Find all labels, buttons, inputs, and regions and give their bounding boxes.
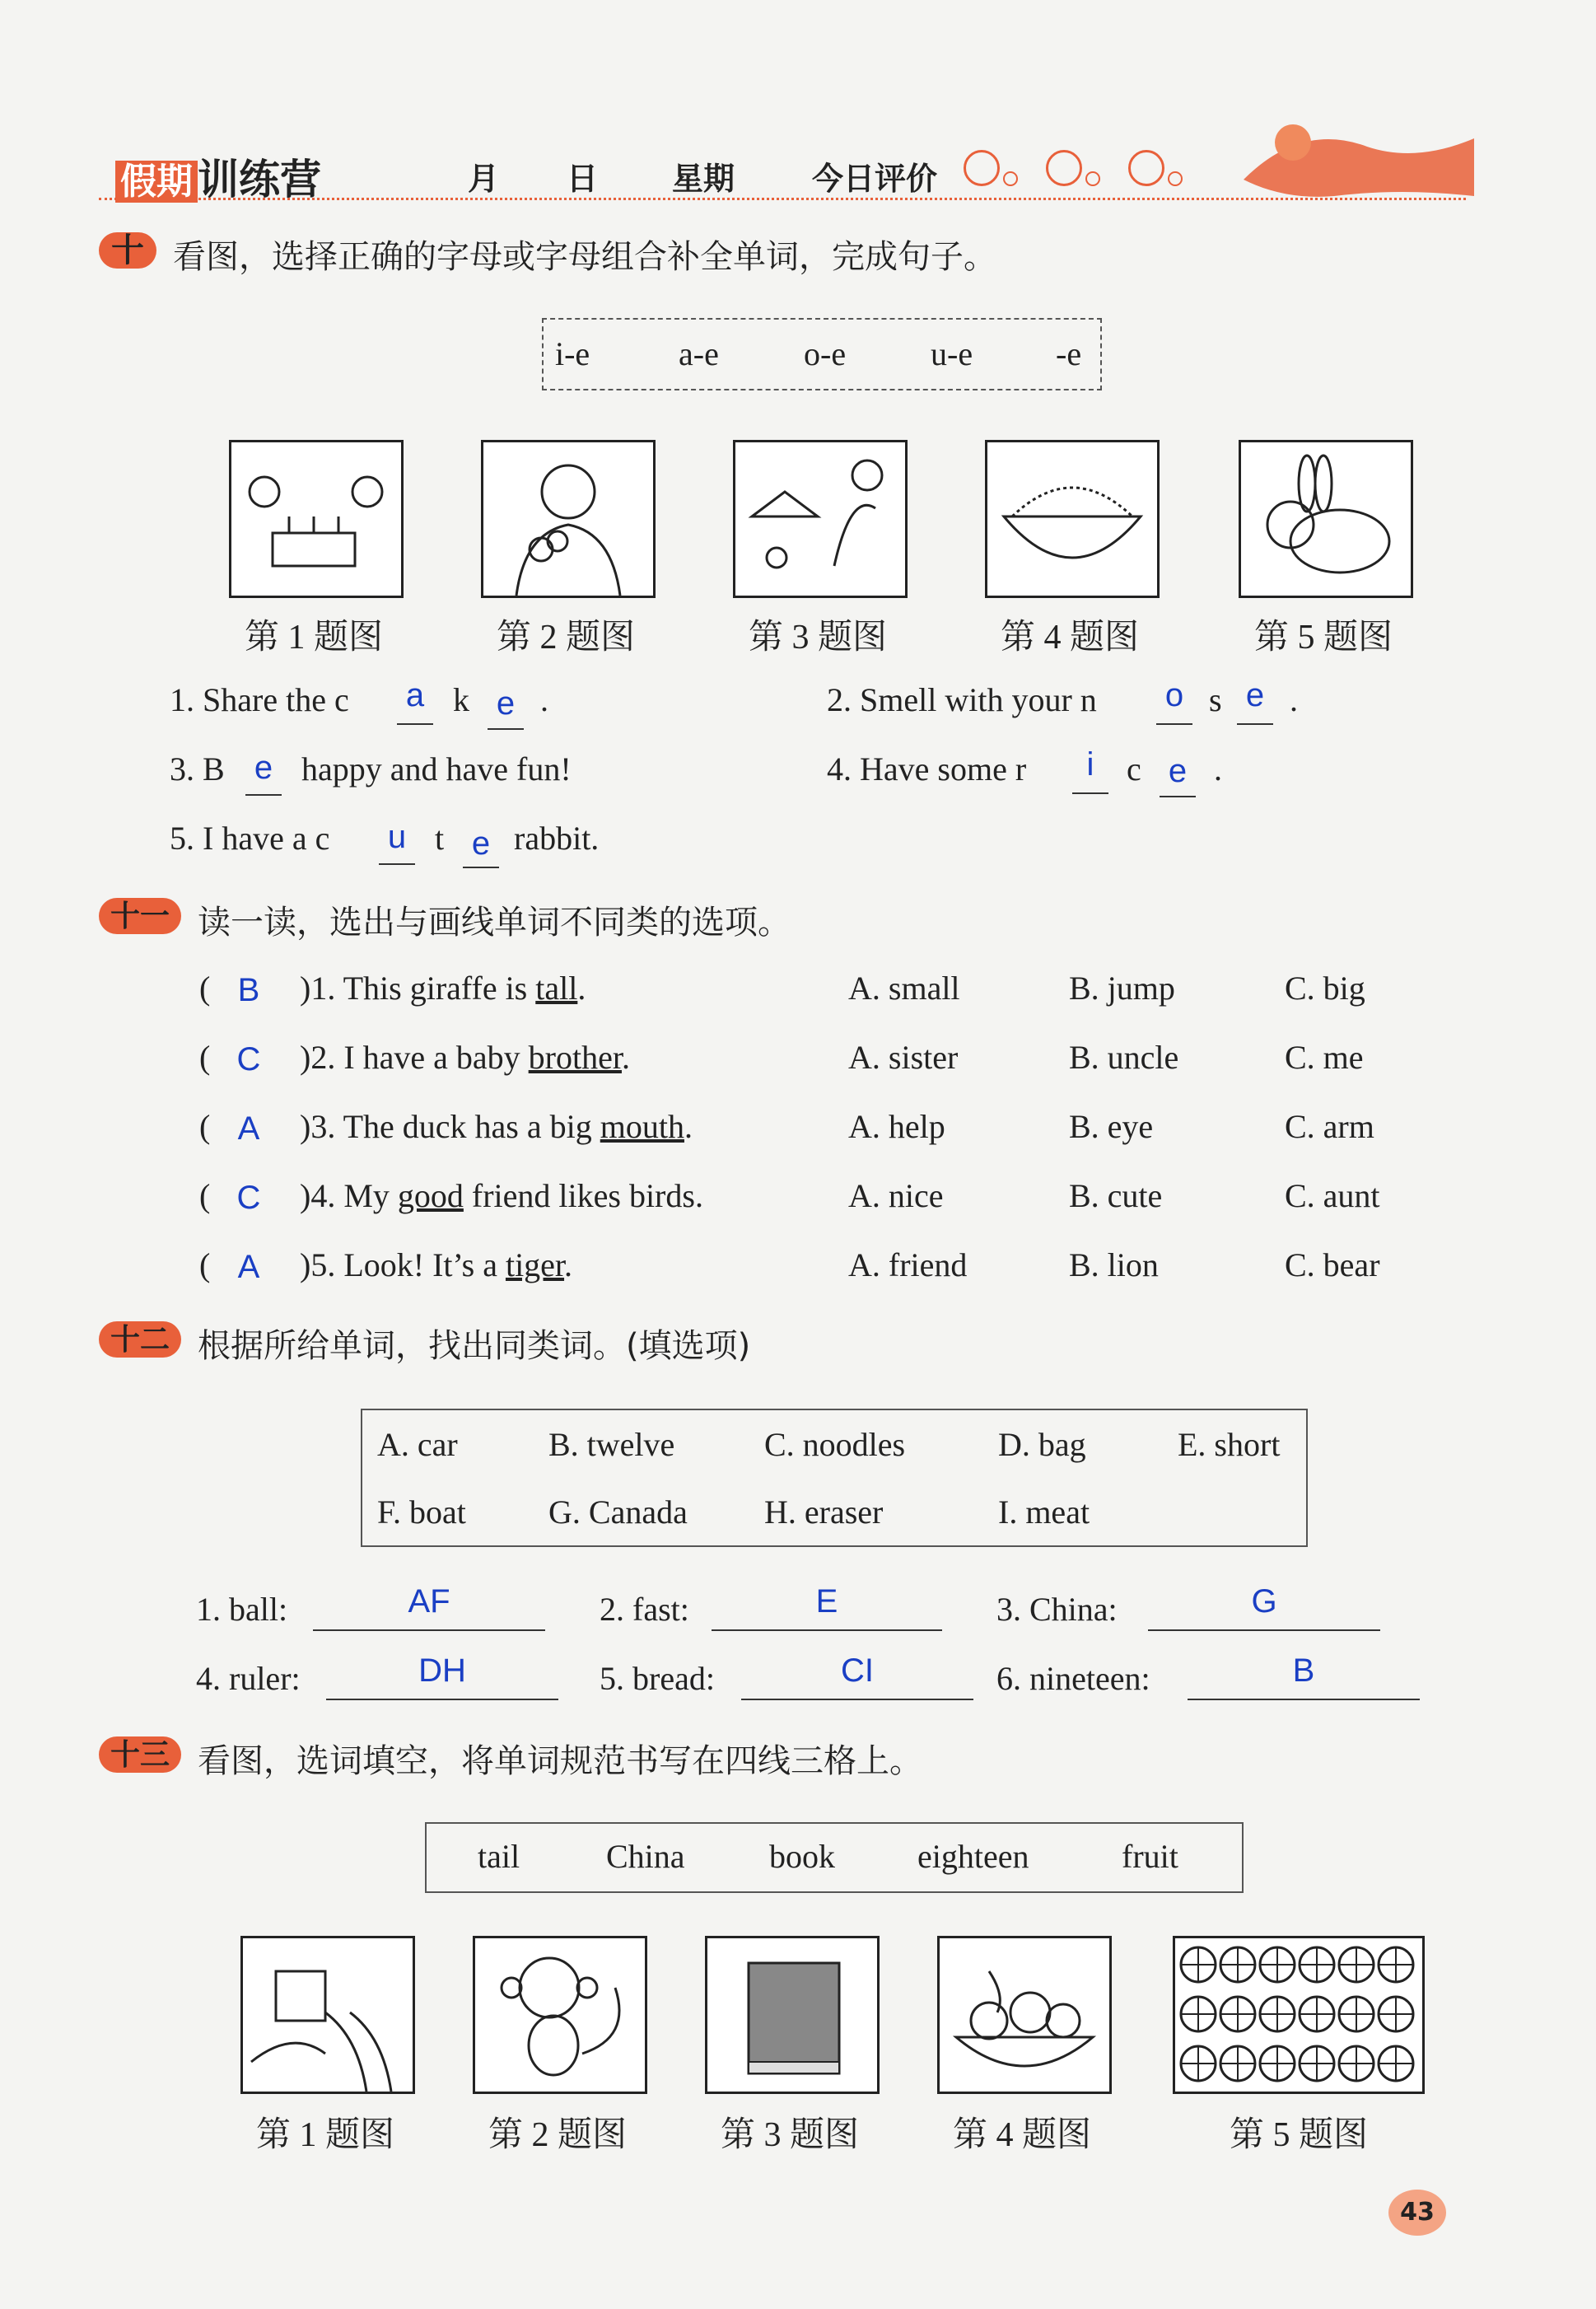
s10-q3-answer-1[interactable]: e [254, 750, 273, 786]
s12-q2-label: 2. fast: [600, 1591, 689, 1628]
s12-q5-answer[interactable]: CI [841, 1652, 874, 1689]
s10-pic-3-park [733, 440, 908, 598]
header-dragon-icon [1235, 105, 1482, 204]
s10-q1-text-a: 1. Share the c [170, 681, 349, 718]
s10-q2-text-c: . [1290, 681, 1298, 718]
s13-pic-4-fruit-bowl [937, 1936, 1112, 2094]
logo-camp: 训练营 [198, 156, 321, 203]
section-10-badge: 十 [99, 232, 156, 269]
s10-pic-2-boy-flowers [481, 440, 656, 598]
section-13-badge: 十三 [99, 1736, 181, 1773]
s10-q5-answer-2[interactable]: e [471, 825, 491, 862]
s12-q5-label: 5. bread: [600, 1660, 715, 1697]
s11-q1-underlined: tall [535, 970, 578, 1007]
s10-q3-text-b: happy and have fun! [301, 750, 572, 788]
section-12-badge: 十二 [99, 1321, 181, 1358]
s11-q3-underlined: mouth [600, 1108, 684, 1145]
s10-q4-answer-1[interactable]: i [1086, 746, 1094, 783]
logo-vacation: 假期 [115, 161, 198, 203]
s11-q3-answer[interactable]: A [237, 1110, 260, 1147]
s11-q2-answer[interactable]: C [236, 1041, 261, 1077]
s13-caption-1: 第 1 题图 [255, 2116, 394, 2154]
s10-q2-text-a: 2. Smell with your n [827, 681, 1097, 718]
s12-q2-answer[interactable]: E [815, 1583, 838, 1620]
section-13-title: 看图，选词填空，将单词规范书写在四线三格上。 [198, 1742, 922, 1780]
s13-pic-2-monkey [473, 1936, 647, 2094]
s10-q4-text-b: c [1127, 750, 1141, 788]
sad-face-icon[interactable] [1128, 150, 1164, 186]
rating-faces [964, 150, 1189, 186]
header-day: 日 [567, 161, 599, 197]
option-e: -e [1056, 335, 1082, 372]
happy-face-icon[interactable] [964, 150, 1000, 186]
header-month: 月 [468, 161, 500, 197]
s13-pic-3-book [705, 1936, 880, 2094]
section-12-title: 根据所给单词，找出同类词。(填选项) [198, 1327, 751, 1365]
s10-q5-answer-1[interactable]: u [387, 819, 407, 855]
option-ue: u-e [931, 335, 973, 372]
s10-q1-text-c: . [540, 681, 548, 718]
s12-q3-label: 3. China: [996, 1591, 1118, 1628]
s10-pic-1-birthday-cake [229, 440, 404, 598]
s11-q5-answer[interactable]: A [237, 1249, 260, 1285]
s12-q1-answer[interactable]: AF [408, 1583, 450, 1620]
s10-caption-2: 第 2 题图 [496, 619, 635, 657]
s10-q2-answer-1[interactable]: o [1164, 677, 1184, 713]
header-divider [99, 198, 1466, 200]
s11-q4-underlined: good [397, 1177, 464, 1214]
s12-q6-answer[interactable]: B [1292, 1652, 1315, 1689]
s10-q5-text-b: t [435, 820, 445, 857]
option-ie: i-e [555, 335, 590, 372]
s10-q1-answer-2[interactable]: e [496, 685, 516, 722]
page-number-badge [1388, 2190, 1446, 2236]
s10-caption-5: 第 5 题图 [1253, 619, 1393, 657]
s10-caption-1: 第 1 题图 [244, 619, 383, 657]
s13-pic-1-great-wall [240, 1936, 415, 2094]
s12-options-box: A. car B. twelve C. noodles D. bag E. short F. boat G. Canada H. eraser I. meat [361, 1409, 1308, 1547]
neutral-face-icon[interactable] [1046, 150, 1082, 186]
s11-q2-underlined: brother [528, 1039, 622, 1076]
s12-q6-label: 6. nineteen: [996, 1660, 1150, 1697]
option-oe: o-e [804, 335, 847, 372]
s11-q4-answer[interactable]: C [236, 1180, 261, 1216]
section-11-title: 读一读，选出与画线单词不同类的选项。 [198, 904, 791, 942]
header-weekday: 星期 [672, 161, 735, 197]
s10-q1-answer-1[interactable]: a [405, 677, 425, 713]
s12-q4-answer[interactable]: DH [418, 1652, 466, 1689]
s11-q1-answer[interactable]: B [237, 972, 260, 1008]
page-number: 43 [1400, 2198, 1435, 2227]
s13-pic-5-eighteen-balls [1173, 1936, 1425, 2094]
s13-caption-5: 第 5 题图 [1229, 2116, 1368, 2154]
s13-caption-4: 第 4 题图 [952, 2116, 1091, 2154]
s13-words-box: tail China book eighteen fruit [425, 1822, 1244, 1893]
s10-pic-4-rice-bowl [985, 440, 1160, 598]
s12-q4-label: 4. ruler: [196, 1660, 301, 1697]
s10-q2-text-b: s [1209, 681, 1222, 718]
s10-caption-4: 第 4 题图 [1000, 619, 1139, 657]
s12-q3-answer[interactable]: G [1251, 1583, 1277, 1620]
s10-caption-3: 第 3 题图 [748, 619, 887, 657]
section-11-badge: 十一 [99, 898, 181, 934]
s10-q5-text-a: 5. I have a c [170, 820, 330, 857]
s10-q1-text-b: k [453, 681, 469, 718]
s13-caption-3: 第 3 题图 [720, 2116, 859, 2154]
s10-options-box [542, 318, 1102, 390]
s10-q5-text-c: rabbit. [514, 820, 600, 857]
s11-q5-underlined: tiger [505, 1246, 565, 1283]
s13-caption-2: 第 2 题图 [488, 2116, 627, 2154]
s10-q4-text-a: 4. Have some r [827, 750, 1027, 788]
section-10-title: 看图，选择正确的字母或字母组合补全单词，完成句子。 [173, 238, 996, 276]
s10-q4-text-c: . [1214, 750, 1222, 788]
s12-q1-label: 1. ball: [196, 1591, 288, 1628]
s10-q2-answer-2[interactable]: e [1245, 677, 1265, 713]
s10-q3-text-a: 3. B [170, 750, 225, 788]
option-ae: a-e [679, 335, 719, 372]
s10-q4-answer-2[interactable]: e [1168, 753, 1188, 789]
header-rating: 今日评价 [812, 161, 938, 197]
s10-pic-5-rabbit [1239, 440, 1413, 598]
